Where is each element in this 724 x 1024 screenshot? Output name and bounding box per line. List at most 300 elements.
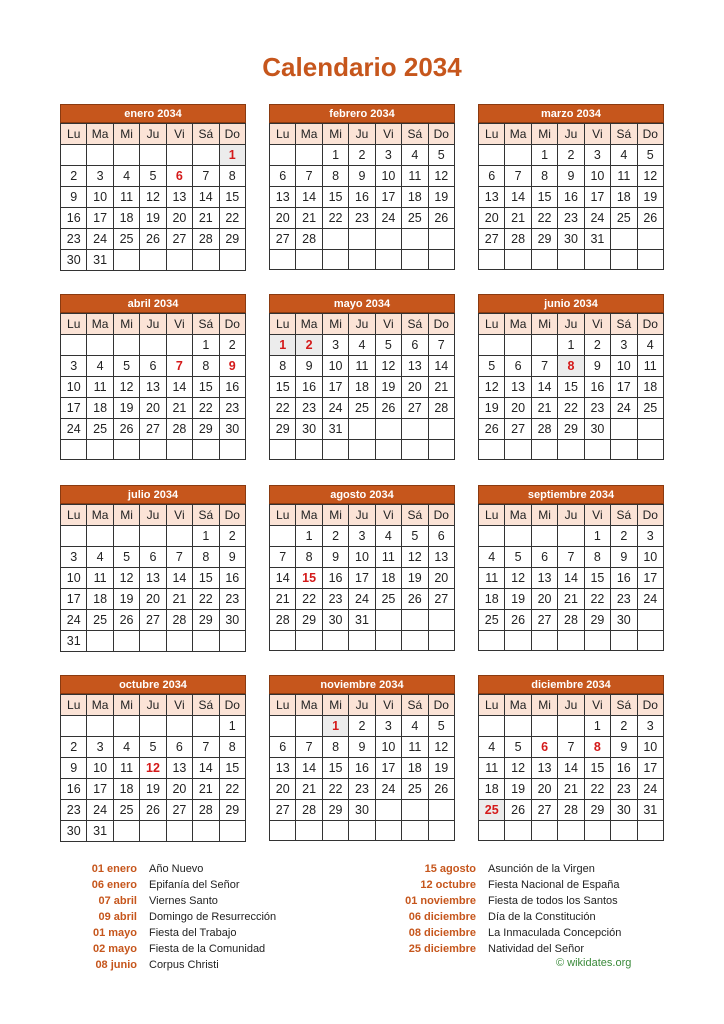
day-cell: 27	[428, 589, 454, 610]
day-cell: 26	[140, 800, 166, 821]
day-cell: 9	[349, 166, 375, 187]
day-cell: 1	[558, 335, 584, 356]
day-cell: 27	[270, 229, 296, 250]
day-cell: 8	[193, 356, 219, 377]
weekday-header: Ju	[349, 314, 375, 335]
empty-cell	[402, 250, 428, 270]
day-cell: 21	[296, 208, 322, 229]
month-title: octubre 2034	[60, 675, 246, 694]
empty-cell	[584, 250, 610, 270]
empty-cell	[166, 335, 192, 356]
day-cell: 24	[375, 208, 401, 229]
day-cell: 1	[531, 145, 557, 166]
empty-cell	[402, 229, 428, 250]
day-cell: 27	[140, 610, 166, 631]
empty-cell	[296, 250, 322, 270]
weekday-header: Vi	[166, 314, 192, 335]
day-cell: 23	[296, 398, 322, 419]
empty-cell	[322, 631, 348, 651]
month-calendar	[478, 485, 664, 651]
empty-cell	[322, 821, 348, 841]
day-cell: 28	[531, 419, 557, 440]
day-cell: 22	[322, 208, 348, 229]
day-cell: 28	[558, 800, 584, 821]
day-cell: 4	[113, 166, 139, 187]
day-cell: 31	[87, 250, 113, 271]
empty-cell	[140, 716, 166, 737]
day-cell: 16	[61, 208, 87, 229]
day-cell: 16	[322, 568, 348, 589]
holiday-name: Fiesta Nacional de España	[488, 879, 620, 891]
day-cell: 29	[296, 610, 322, 631]
day-cell: 22	[558, 398, 584, 419]
empty-cell	[505, 335, 531, 356]
empty-cell	[61, 526, 87, 547]
empty-cell	[166, 145, 192, 166]
weekday-header: Mi	[113, 314, 139, 335]
day-cell: 31	[584, 229, 610, 250]
day-cell: 25	[402, 779, 428, 800]
empty-cell	[140, 250, 166, 271]
day-cell: 7	[193, 737, 219, 758]
day-cell: 10	[61, 568, 87, 589]
weekday-header: Sá	[193, 505, 219, 526]
empty-cell	[558, 716, 584, 737]
empty-cell	[611, 229, 637, 250]
day-cell: 22	[219, 779, 245, 800]
day-cell: 18	[87, 398, 113, 419]
day-cell: 19	[375, 377, 401, 398]
day-cell: 15	[219, 187, 245, 208]
month-grid	[60, 694, 246, 842]
holiday-row	[60, 941, 276, 957]
month-grid	[269, 123, 455, 270]
day-cell: 25	[375, 589, 401, 610]
day-cell: 11	[113, 758, 139, 779]
day-cell: 28	[296, 229, 322, 250]
day-cell: 19	[637, 187, 663, 208]
empty-cell	[428, 229, 454, 250]
month-calendar	[60, 675, 246, 842]
empty-cell	[113, 250, 139, 271]
day-cell: 14	[558, 568, 584, 589]
day-cell: 3	[611, 335, 637, 356]
empty-cell	[140, 631, 166, 652]
day-cell: 17	[87, 208, 113, 229]
empty-cell	[193, 631, 219, 652]
weekday-header: Ju	[349, 124, 375, 145]
empty-cell	[531, 250, 557, 270]
day-cell: 19	[140, 779, 166, 800]
holiday-date: 02 mayo	[92, 943, 137, 955]
empty-cell	[270, 145, 296, 166]
day-cell: 30	[611, 800, 637, 821]
weekday-header: Sá	[611, 314, 637, 335]
day-cell: 29	[219, 229, 245, 250]
day-cell: 11	[402, 737, 428, 758]
day-cell: 13	[140, 568, 166, 589]
credit-text[interactable]: © wikidates.org	[556, 957, 632, 969]
day-cell: 5	[479, 356, 505, 377]
weekday-header: Vi	[166, 124, 192, 145]
day-cell: 14	[296, 758, 322, 779]
weekday-header: Do	[637, 124, 663, 145]
day-cell: 13	[531, 568, 557, 589]
weekday-header: Ju	[140, 124, 166, 145]
day-cell: 13	[428, 547, 454, 568]
day-cell: 21	[505, 208, 531, 229]
empty-cell	[558, 250, 584, 270]
empty-cell	[479, 526, 505, 547]
day-cell: 5	[113, 356, 139, 377]
empty-cell	[479, 716, 505, 737]
day-cell: 26	[402, 589, 428, 610]
day-cell: 1	[296, 526, 322, 547]
day-cell: 30	[558, 229, 584, 250]
day-cell: 16	[584, 377, 610, 398]
holiday-name: Corpus Christi	[149, 959, 219, 971]
day-cell: 13	[479, 187, 505, 208]
day-cell: 26	[113, 419, 139, 440]
empty-cell	[402, 419, 428, 440]
day-cell: 15	[219, 758, 245, 779]
month-title: mayo 2034	[269, 294, 455, 313]
day-cell: 10	[349, 547, 375, 568]
day-cell: 1	[322, 145, 348, 166]
page-title: Calendario 2034	[262, 52, 462, 82]
day-cell: 10	[637, 547, 663, 568]
holiday-list-left	[60, 861, 276, 973]
day-cell: 2	[611, 716, 637, 737]
weekday-header: Lu	[479, 505, 505, 526]
day-cell: 12	[637, 166, 663, 187]
day-cell: 25	[349, 398, 375, 419]
day-cell: 27	[270, 800, 296, 821]
month-calendar	[60, 485, 246, 652]
day-cell: 1	[322, 716, 348, 737]
day-cell: 26	[637, 208, 663, 229]
day-cell: 18	[87, 589, 113, 610]
day-cell: 20	[166, 208, 192, 229]
empty-cell	[584, 631, 610, 651]
weekday-header: Ma	[505, 124, 531, 145]
day-cell: 9	[322, 547, 348, 568]
empty-cell	[61, 716, 87, 737]
weekday-header: Lu	[270, 695, 296, 716]
month-grid	[269, 313, 455, 460]
weekday-header: Do	[219, 124, 245, 145]
empty-cell	[402, 800, 428, 821]
day-cell: 17	[349, 568, 375, 589]
day-cell: 21	[296, 779, 322, 800]
day-cell: 17	[87, 779, 113, 800]
holiday-date: 08 junio	[95, 959, 137, 971]
weekday-header: Mi	[531, 505, 557, 526]
month-calendar	[269, 675, 455, 841]
day-cell: 9	[611, 547, 637, 568]
empty-cell	[558, 526, 584, 547]
empty-cell	[113, 631, 139, 652]
day-cell: 24	[61, 610, 87, 631]
day-cell: 7	[193, 166, 219, 187]
day-cell: 19	[113, 589, 139, 610]
day-cell: 18	[637, 377, 663, 398]
empty-cell	[479, 250, 505, 270]
holiday-date: 12 octubre	[420, 879, 476, 891]
weekday-header: Mi	[113, 695, 139, 716]
day-cell: 4	[637, 335, 663, 356]
day-cell: 20	[166, 779, 192, 800]
day-cell: 12	[428, 166, 454, 187]
day-cell: 21	[270, 589, 296, 610]
day-cell: 11	[479, 758, 505, 779]
day-cell: 29	[584, 610, 610, 631]
day-cell: 8	[193, 547, 219, 568]
day-cell: 22	[270, 398, 296, 419]
empty-cell	[140, 440, 166, 460]
weekday-header: Mi	[113, 124, 139, 145]
empty-cell	[349, 631, 375, 651]
day-cell: 7	[166, 547, 192, 568]
day-cell: 4	[87, 547, 113, 568]
day-cell: 26	[140, 229, 166, 250]
day-cell: 28	[193, 800, 219, 821]
weekday-header: Mi	[531, 695, 557, 716]
weekday-header: Do	[428, 314, 454, 335]
empty-cell	[637, 821, 663, 841]
month-title: julio 2034	[60, 485, 246, 504]
day-cell: 12	[428, 737, 454, 758]
empty-cell	[113, 145, 139, 166]
holiday-row	[376, 909, 621, 925]
holiday-date: 25 diciembre	[408, 943, 476, 955]
day-cell: 7	[296, 166, 322, 187]
empty-cell	[479, 440, 505, 460]
day-cell: 26	[375, 398, 401, 419]
empty-cell	[375, 610, 401, 631]
day-cell: 25	[479, 800, 505, 821]
empty-cell	[505, 631, 531, 651]
day-cell: 10	[87, 758, 113, 779]
day-cell: 15	[322, 758, 348, 779]
day-cell: 23	[61, 800, 87, 821]
weekday-header: Ju	[349, 505, 375, 526]
day-cell: 29	[322, 800, 348, 821]
weekday-header: Lu	[61, 124, 87, 145]
day-cell: 28	[428, 398, 454, 419]
day-cell: 11	[375, 547, 401, 568]
empty-cell	[428, 631, 454, 651]
day-cell: 10	[611, 356, 637, 377]
empty-cell	[193, 716, 219, 737]
empty-cell	[428, 440, 454, 460]
day-cell: 8	[219, 166, 245, 187]
day-cell: 22	[584, 779, 610, 800]
day-cell: 25	[113, 800, 139, 821]
day-cell: 15	[322, 187, 348, 208]
day-cell: 24	[87, 800, 113, 821]
day-cell: 14	[296, 187, 322, 208]
day-cell: 2	[349, 716, 375, 737]
day-cell: 23	[61, 229, 87, 250]
day-cell: 16	[219, 377, 245, 398]
holiday-date: 09 abril	[98, 911, 137, 923]
empty-cell	[505, 250, 531, 270]
day-cell: 5	[140, 166, 166, 187]
empty-cell	[140, 145, 166, 166]
day-cell: 2	[219, 335, 245, 356]
weekday-header: Sá	[611, 124, 637, 145]
day-cell: 19	[505, 589, 531, 610]
weekday-header: Ma	[296, 695, 322, 716]
empty-cell	[637, 440, 663, 460]
day-cell: 18	[402, 758, 428, 779]
day-cell: 7	[166, 356, 192, 377]
empty-cell	[505, 821, 531, 841]
day-cell: 15	[193, 568, 219, 589]
empty-cell	[611, 419, 637, 440]
empty-cell	[140, 821, 166, 842]
day-cell: 8	[584, 547, 610, 568]
day-cell: 28	[505, 229, 531, 250]
day-cell: 21	[193, 208, 219, 229]
empty-cell	[113, 716, 139, 737]
day-cell: 18	[479, 589, 505, 610]
weekday-header: Mi	[113, 505, 139, 526]
day-cell: 12	[479, 377, 505, 398]
weekday-header: Mi	[322, 505, 348, 526]
day-cell: 14	[193, 187, 219, 208]
day-cell: 9	[219, 547, 245, 568]
weekday-header: Sá	[193, 695, 219, 716]
day-cell: 13	[166, 758, 192, 779]
day-cell: 3	[584, 145, 610, 166]
day-cell: 30	[61, 250, 87, 271]
day-cell: 16	[61, 779, 87, 800]
weekday-header: Ma	[87, 505, 113, 526]
day-cell: 30	[611, 610, 637, 631]
day-cell: 13	[402, 356, 428, 377]
day-cell: 17	[375, 758, 401, 779]
day-cell: 6	[428, 526, 454, 547]
day-cell: 6	[140, 356, 166, 377]
day-cell: 23	[349, 208, 375, 229]
day-cell: 17	[637, 758, 663, 779]
day-cell: 5	[402, 526, 428, 547]
day-cell: 26	[113, 610, 139, 631]
weekday-header: Do	[219, 314, 245, 335]
day-cell: 1	[270, 335, 296, 356]
holiday-name: Epifanía del Señor	[149, 879, 240, 891]
day-cell: 4	[479, 737, 505, 758]
empty-cell	[637, 631, 663, 651]
weekday-header: Vi	[584, 695, 610, 716]
day-cell: 7	[558, 737, 584, 758]
empty-cell	[87, 145, 113, 166]
weekday-header: Sá	[402, 124, 428, 145]
day-cell: 14	[428, 356, 454, 377]
empty-cell	[113, 440, 139, 460]
day-cell: 26	[428, 779, 454, 800]
day-cell: 28	[270, 610, 296, 631]
day-cell: 24	[375, 779, 401, 800]
day-cell: 1	[193, 526, 219, 547]
holiday-name: Día de la Constitución	[488, 911, 596, 923]
weekday-header: Lu	[479, 124, 505, 145]
day-cell: 22	[219, 208, 245, 229]
empty-cell	[219, 631, 245, 652]
day-cell: 30	[296, 419, 322, 440]
day-cell: 13	[166, 187, 192, 208]
month-grid	[269, 504, 455, 651]
month-title: enero 2034	[60, 104, 246, 123]
month-calendar	[60, 294, 246, 460]
holiday-row	[60, 877, 276, 893]
holiday-date: 06 enero	[91, 879, 137, 891]
empty-cell	[584, 440, 610, 460]
weekday-header: Ma	[87, 314, 113, 335]
day-cell: 25	[87, 610, 113, 631]
day-cell: 29	[219, 800, 245, 821]
day-cell: 16	[219, 568, 245, 589]
day-cell: 11	[87, 568, 113, 589]
day-cell: 31	[322, 419, 348, 440]
day-cell: 28	[166, 419, 192, 440]
day-cell: 20	[270, 779, 296, 800]
empty-cell	[349, 250, 375, 270]
holiday-date: 01 noviembre	[405, 895, 476, 907]
day-cell: 9	[584, 356, 610, 377]
weekday-header: Vi	[584, 505, 610, 526]
holiday-name: Fiesta de la Comunidad	[149, 943, 266, 955]
day-cell: 29	[558, 419, 584, 440]
day-cell: 25	[113, 229, 139, 250]
day-cell: 17	[61, 398, 87, 419]
month-grid	[60, 504, 246, 652]
empty-cell	[296, 821, 322, 841]
day-cell: 29	[193, 610, 219, 631]
day-cell: 24	[637, 589, 663, 610]
day-cell: 21	[531, 398, 557, 419]
holiday-row	[60, 893, 276, 909]
day-cell: 28	[166, 610, 192, 631]
day-cell: 13	[270, 187, 296, 208]
month-calendar	[478, 675, 664, 841]
empty-cell	[166, 716, 192, 737]
day-cell: 9	[296, 356, 322, 377]
empty-cell	[166, 526, 192, 547]
empty-cell	[637, 229, 663, 250]
day-cell: 15	[296, 568, 322, 589]
day-cell: 12	[140, 758, 166, 779]
empty-cell	[270, 440, 296, 460]
weekday-header: Sá	[193, 124, 219, 145]
day-cell: 18	[611, 187, 637, 208]
day-cell: 3	[637, 716, 663, 737]
holiday-row	[376, 861, 621, 877]
day-cell: 15	[193, 377, 219, 398]
day-cell: 9	[611, 737, 637, 758]
day-cell: 3	[375, 145, 401, 166]
empty-cell	[270, 250, 296, 270]
day-cell: 24	[349, 589, 375, 610]
weekday-header: Vi	[375, 695, 401, 716]
day-cell: 9	[558, 166, 584, 187]
day-cell: 13	[531, 758, 557, 779]
empty-cell	[531, 335, 557, 356]
day-cell: 30	[584, 419, 610, 440]
holiday-row	[60, 861, 276, 877]
